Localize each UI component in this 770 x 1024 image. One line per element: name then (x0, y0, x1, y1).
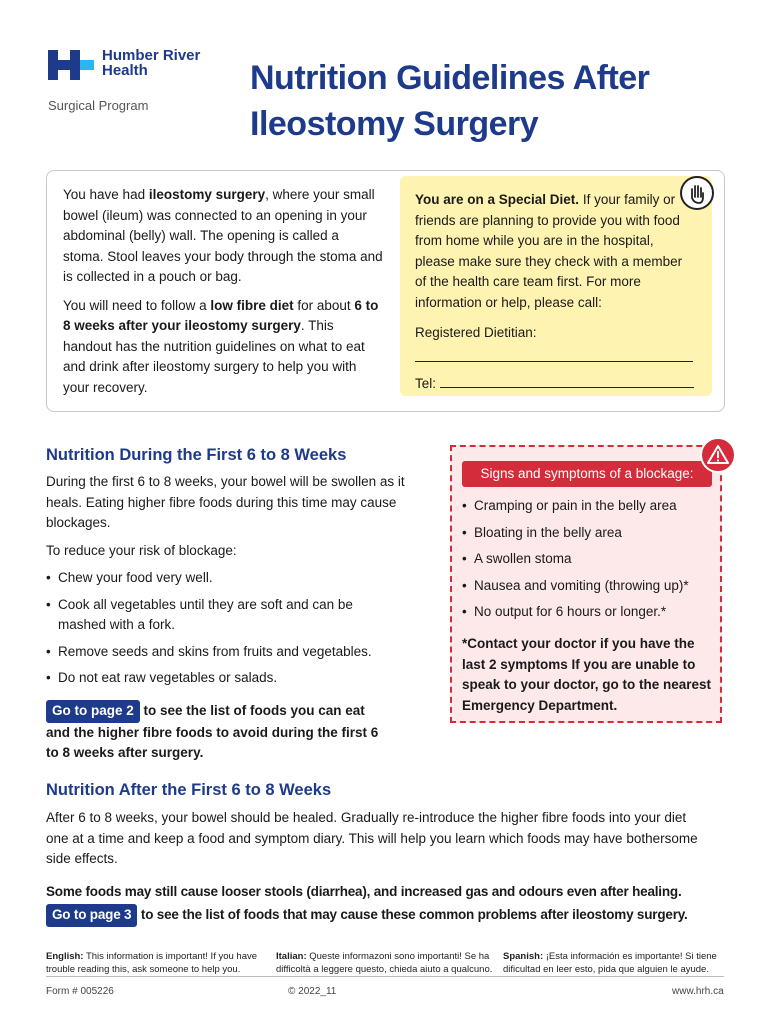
logo-line2: Health (102, 62, 148, 79)
intro-paragraph-2: You will need to follow a low fibre diet for about 6 to 8 weeks after your ileostomy surgery. This handout has the nutrition guidelines on what to eat and drink after ileostomy surgery to help you with your recovery. (63, 297, 379, 395)
logo-line1: Humber River (102, 47, 201, 64)
section1-paragraph: During the first 6 to 8 weeks, your bowel will be swollen as it heals. Eating higher fibre foods during this time may cause blockages. (46, 474, 405, 530)
language-english: English: This information is important! If you have trouble reading this, ask someone to help you. (46, 951, 258, 975)
reduce-risk-label: To reduce your risk of blockage: (46, 543, 237, 558)
form-number: Form # 005226 (46, 986, 114, 997)
list-item: • Nausea and vomiting (throwing up)* (462, 576, 712, 597)
list-item: • Do not eat raw vegetables or salads. (46, 668, 406, 689)
program-label: Surgical Program (48, 98, 149, 113)
section2-heading: Nutrition After the First 6 to 8 Weeks (46, 781, 332, 799)
list-item: • Cook all vegetables until they are soft and can be mashed with a fork. (46, 595, 378, 636)
title-line2: Ileostomy Surgery (250, 105, 539, 143)
list-item: • Bloating in the belly area (462, 523, 712, 544)
intro-text (63, 185, 383, 406)
language-italian: Italian: Queste informazoni sono importanti! Se ha difficoltà a leggere questo, chieda aiuto a qualcuno. (276, 951, 493, 975)
goto-page2-note: Go to page 2 to see the list of foods you can eat and the higher fibre foods to avoid during the first 6 to 8 weeks after surgery. (46, 700, 386, 764)
list-item: • No output for 6 hours or longer.* (462, 602, 712, 623)
tel-line (440, 375, 694, 388)
special-diet-text: You are on a Special Diet. If your family or friends are planning to provide you with food from home while you are in the hospital, please make sure they check with a member of the health care team first. For more information or help, please call: Registered Dietitian: Tel: (415, 190, 707, 395)
list-item: • Chew your food very well. (46, 568, 406, 589)
reduce-risk-list (46, 568, 406, 689)
page-title (250, 55, 649, 147)
list-item: • Cramping or pain in the belly area (462, 496, 712, 517)
dietitian-label: Registered Dietitian: (415, 325, 537, 340)
hospital-logo-icon (48, 48, 96, 82)
logo (48, 48, 248, 88)
website-link[interactable]: www.hrh.ca (672, 986, 724, 997)
dietitian-line (415, 360, 693, 362)
copyright-date: © 2022_11 (288, 986, 337, 997)
footer-divider (46, 976, 724, 977)
warning-icon (700, 437, 736, 473)
blockage-signs-heading: Signs and symptoms of a blockage: (462, 461, 712, 487)
go-to-page-2-link[interactable]: Go to page 2 (46, 700, 140, 723)
stop-hand-icon (680, 176, 714, 210)
goto-page3-note: Go to page 3 to see the list of foods that may cause these common problems after ileostomy surgery. (46, 904, 736, 927)
special-diet-heading: You are on a Special Diet. (415, 192, 580, 207)
title-line1: Nutrition Guidelines After (250, 59, 650, 97)
section2-paragraph: After 6 to 8 weeks, your bowel should be healed. Gradually re-introduce the higher fibre foods into your diet one at a time and keep a food and symptom diary. This will help you learn which foods may have bothersome side effects. (46, 810, 698, 866)
go-to-page-3-link[interactable]: Go to page 3 (46, 904, 137, 927)
language-spanish: Spanish: ¡Esta información es importante! Si tiene dificultad en leer esto, pida que alguien le ayude. (503, 951, 717, 975)
section2-warning: Some foods may still cause looser stools (diarrhea), and increased gas and odours even after healing. (46, 884, 682, 899)
list-item: • Remove seeds and skins from fruits and vegetables. (46, 642, 406, 663)
tel-label: Tel: (415, 376, 437, 391)
section1-heading: Nutrition During the First 6 to 8 Weeks (46, 446, 347, 464)
list-item: • A swollen stoma (462, 549, 712, 570)
intro-paragraph-1: You have had ileostomy surgery, where your small bowel (ileum) was connected to an opening in your abdominal (belly) wall. The opening is called a stoma. Stool leaves your body through the stoma and is collected in a pouch or bag. (63, 187, 383, 284)
blockage-note: *Contact your doctor if you have the last 2 symptoms If you are unable to speak to your doctor, go to the nearest Emergency Department. (462, 636, 712, 713)
blockage-signs-list (462, 496, 712, 623)
